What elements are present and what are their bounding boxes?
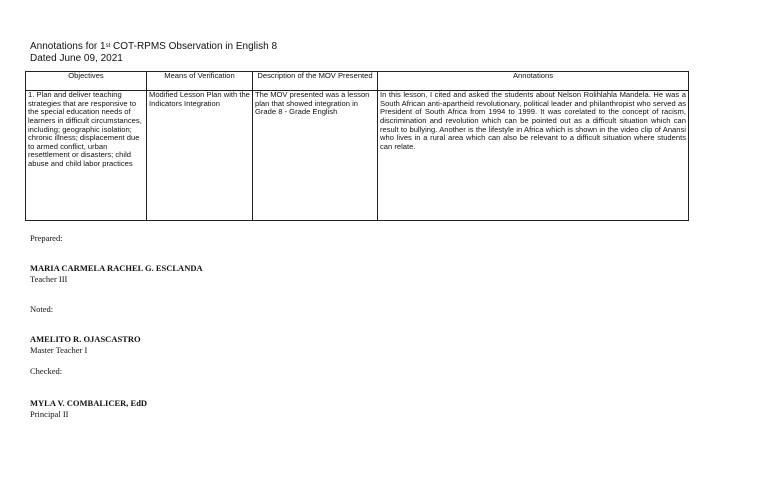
prepared-label: Prepared: <box>30 233 63 243</box>
checked-title: Principal II <box>30 409 69 419</box>
cell-means: Modified Lesson Plan with the Indicators Integration <box>147 91 253 221</box>
prepared-name: MARIA CARMELA RACHEL G. ESCLANDA <box>30 263 203 273</box>
document-title <box>30 41 277 65</box>
prepared-title: Teacher III <box>30 274 68 284</box>
header-objectives: Objectives <box>26 72 147 91</box>
title-prefix: Annotations for 1 <box>30 41 106 52</box>
document-date: Dated June 09, 2021 <box>30 53 123 64</box>
table-header-row <box>26 72 689 91</box>
checked-label: Checked: <box>30 366 63 376</box>
title-suffix: COT-RPMS Observation in English 8 <box>110 41 278 52</box>
cell-objective: 1. Plan and deliver teaching strategies that are responsive to the special education needs of learners in difficult circumstances, including; geographic isolation; chronic illness; displacement due to armed conflict, urban resettlement or disasters; child abuse and child labor practices <box>26 91 147 221</box>
annotations-table <box>25 71 689 221</box>
title-ordinal: st <box>105 43 111 49</box>
noted-name: AMELITO R. OJASCASTRO <box>30 334 141 344</box>
checked-name: MYLA V. COMBALICER, EdD <box>30 398 148 408</box>
title-line <box>30 41 277 53</box>
header-means-of-verification: Means of Verification <box>147 72 253 91</box>
noted-title: Master Teacher I <box>30 345 88 355</box>
header-annotations: Annotations <box>378 72 689 91</box>
cell-description: The MOV presented was a lesson plan that showed integration in Grade 8 - Grade English <box>253 91 378 221</box>
header-description: Description of the MOV Presented <box>253 72 378 91</box>
table-row <box>26 91 689 221</box>
cell-annotation: In this lesson, I cited and asked the students about Nelson Rolihlahla Mandela. He was a South African anti-apartheid revolutionary, political leader and philanthropist who served as President of South Africa from 1994 to 1999. It was corelated to the concept of racism, discrimination and revolution which can be pointed out as a difficult situation which can result to bullying. Another is the lifestyle in Africa which is shown in the video clip of Anansi who lives in a rural area which can also be relevant to a difficult situation where students can relate. <box>378 91 689 221</box>
noted-label: Noted: <box>30 304 54 314</box>
